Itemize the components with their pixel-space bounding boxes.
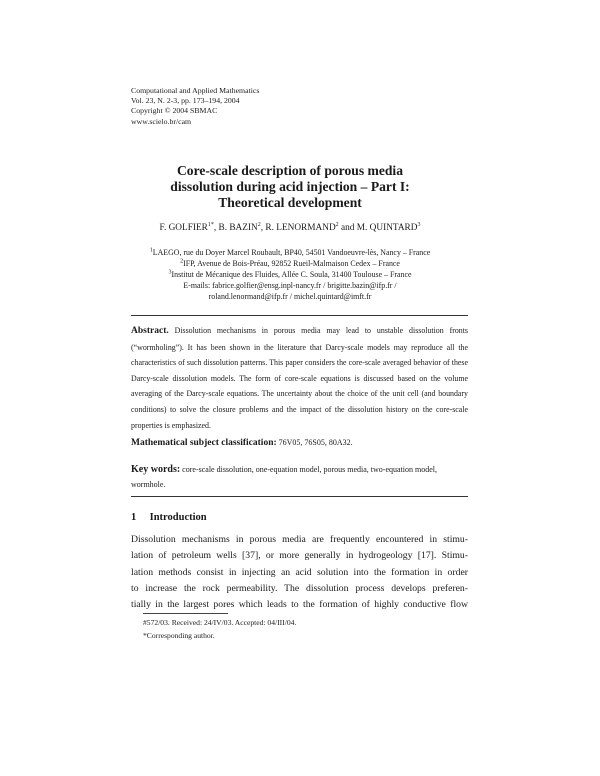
section-number: 1 bbox=[131, 512, 137, 523]
section-heading bbox=[131, 512, 207, 523]
footnote-received: #572/03. Received: 24/IV/03. Accepted: 04/III/04. bbox=[143, 618, 297, 627]
affiliation-1 bbox=[90, 247, 490, 258]
affiliations bbox=[90, 247, 490, 302]
author-separator: and bbox=[338, 223, 357, 233]
journal-volume: Vol. 23, N. 2-3, pp. 173–194, 2004 bbox=[131, 96, 240, 106]
body-line: to increase the rock permeability. The dissolution process develops preferen- bbox=[131, 582, 468, 594]
msc-value: 76V05, 76S05, 80A32. bbox=[278, 438, 353, 447]
author-lenormand: R. LENORMAND bbox=[265, 223, 336, 233]
author-golfier: F. GOLFIER bbox=[159, 223, 208, 233]
author-lenormand-affil: 2 bbox=[335, 221, 339, 228]
author-bazin-affil: 2 bbox=[257, 221, 261, 228]
author-separator: , bbox=[213, 223, 219, 233]
abstract-block bbox=[131, 323, 468, 433]
email-line-2: roland.lenormand@ifp.fr / michel.quintard@imft.fr bbox=[208, 292, 372, 301]
title-line-3: Theoretical development bbox=[218, 195, 362, 210]
affiliation-2 bbox=[90, 258, 490, 269]
msc-label: Mathematical subject classification: bbox=[131, 438, 277, 448]
affiliation-2-text: IFP, Avenue de Bois-Préau, 92852 Rueil-Malmaison Cedex – France bbox=[183, 259, 400, 268]
author-quintard: M. QUINTARD bbox=[356, 223, 418, 233]
body-line: lation of petroleum wells [37], or more generally in hydrogeology [17]. Stimu- bbox=[131, 550, 468, 562]
body-line: Dissolution mechanisms in porous media are frequently encountered in stimu- bbox=[131, 534, 468, 545]
author-golfier-affil: 1* bbox=[207, 221, 214, 228]
affiliation-3-mark: 3 bbox=[168, 269, 172, 276]
affiliation-3-text: Institut de Mécanique des Fluides, Allée C. Soula, 31400 Toulouse – France bbox=[171, 270, 412, 279]
title-line-2: dissolution during acid injection – Part I: bbox=[170, 179, 410, 194]
affiliation-3 bbox=[90, 269, 490, 280]
author-list bbox=[80, 223, 500, 233]
footnote-rule bbox=[143, 613, 228, 614]
email-line-1: E-mails: fabrice.golfier@ensg.inpl-nancy.fr / brigitte.bazin@ifp.fr / bbox=[183, 281, 397, 290]
section-title: Introduction bbox=[149, 512, 207, 523]
affiliation-1-mark: 1 bbox=[149, 247, 153, 254]
abstract-label: Abstract. bbox=[131, 326, 169, 336]
footnote-corresponding: *Corresponding author. bbox=[143, 631, 215, 640]
body-line: tially in the largest pores which leads to the formation of highly conductive flow bbox=[131, 599, 468, 611]
body-line: lation methods consist in injecting an acid solution into the formation in order bbox=[131, 566, 468, 578]
affiliation-2-mark: 2 bbox=[180, 258, 184, 265]
journal-name: Computational and Applied Mathematics bbox=[131, 86, 260, 95]
keywords-block bbox=[131, 462, 468, 492]
keywords-label: Key words: bbox=[131, 464, 181, 475]
journal-header bbox=[131, 86, 259, 127]
abstract-bottom-rule bbox=[131, 496, 468, 497]
author-bazin: B. BAZIN bbox=[218, 223, 258, 233]
title-line-1: Core-scale description of porous media bbox=[176, 163, 404, 178]
footnotes bbox=[143, 616, 296, 642]
keywords-value: core-scale dissolution, one-equation model, porous media, two-equation model, wormhole. bbox=[131, 465, 437, 489]
body-text bbox=[131, 532, 468, 613]
msc-block bbox=[131, 438, 468, 448]
author-quintard-affil: 3 bbox=[417, 221, 421, 228]
affiliation-1-text: LAEGO, rue du Doyer Marcel Roubault, BP40, 54501 Vandoeuvre-lès, Nancy – France bbox=[152, 248, 431, 257]
abstract-top-rule bbox=[131, 315, 468, 316]
journal-url: www.scielo.br/cam bbox=[131, 116, 192, 126]
paper-title bbox=[110, 163, 470, 211]
abstract-text: Dissolution mechanisms in porous media may lead to unstable dissolution fronts (“wormholing”). It has been shown in the literature that Darcy-scale models may reproduce all the characteristics of such dissolution patterns. This paper considers the core-scale averaged behavior of these Darcy-scale dissolution models. The form of core-scale equations is discussed based on the volume averaging of the Darcy-scale equations. The uncertainty about the choice of the unit cell (and boundary conditions) to solve the closure problems and the impact of the dissolution history on the core-scale properties is emphasized. bbox=[131, 326, 468, 430]
journal-copyright: Copyright © 2004 SBMAC bbox=[131, 106, 218, 116]
author-separator: , bbox=[260, 223, 266, 233]
